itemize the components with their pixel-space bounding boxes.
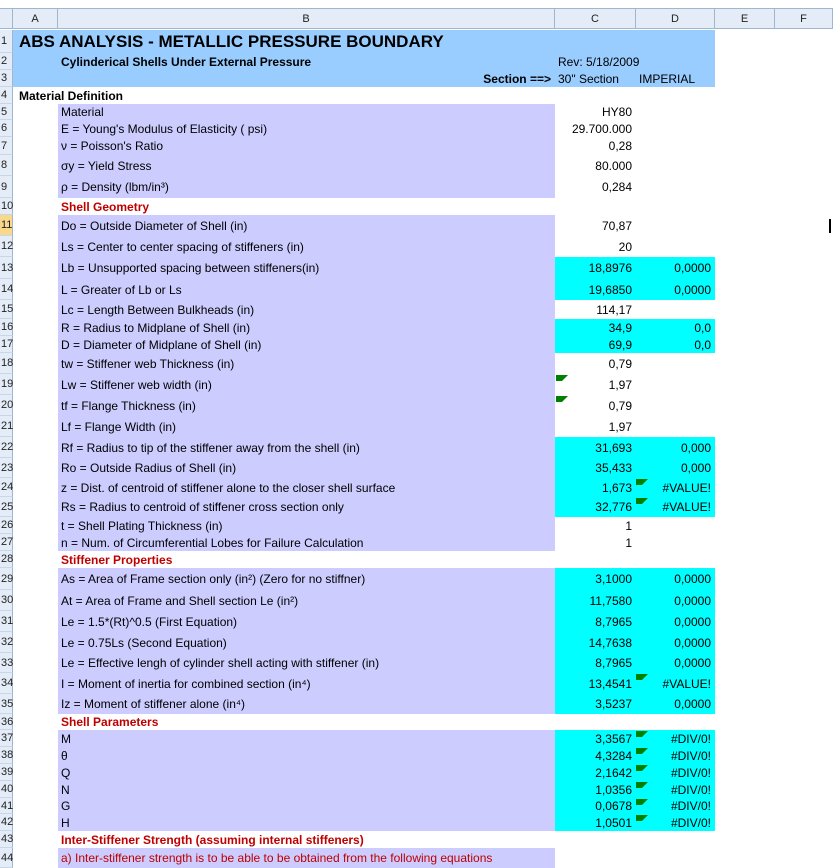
value-cell-c13[interactable]: 18,8976 [555,257,636,279]
row-header-37[interactable]: 37 [0,730,13,747]
column-header-d[interactable]: D [636,9,715,29]
value-cell-d11[interactable] [636,215,715,236]
value-cell-d22[interactable]: 0,000 [636,437,715,458]
error-indicator-icon [556,396,568,408]
value-cell-d24[interactable]: #VALUE! [636,478,715,497]
row-header-43[interactable]: 43 [0,831,13,848]
row-header-24[interactable]: 24 [0,478,13,497]
value-cell-c27[interactable]: 1 [625,535,632,550]
value-cell-d41[interactable]: #DIV/0! [636,798,715,814]
row-header-6[interactable]: 6 [0,120,13,137]
sheet-title: ABS ANALYSIS - METALLIC PRESSURE BOUNDARY [19,31,444,51]
error-indicator-icon [636,748,648,760]
sheet-subtitle: Cylinderical Shells Under External Pressure [61,54,312,69]
row-label: z = Dist. of centroid of stiffener alone to the closer shell surface [61,480,396,495]
row-header-12[interactable]: 12 [0,236,13,257]
row-label: Lw = Stiffener web width (in) [61,377,212,392]
value-cell-c5[interactable]: HY80 [601,105,632,119]
heading-shell-geometry: Shell Geometry [61,199,150,214]
value-cell-d42[interactable]: #DIV/0! [636,814,715,831]
row-header-20[interactable]: 20 [0,395,13,416]
error-indicator-icon [636,799,648,811]
row-label: D = Diameter of Midplane of Shell (in) [61,337,262,352]
row-label: Le = 1.5*(Rt)^0.5 (First Equation) [61,614,238,629]
row-label: Lf = Flange Width (in) [61,419,177,434]
value-cell-c16[interactable]: 34,9 [555,319,636,336]
section-value[interactable]: 30" Section [558,71,619,86]
row-label: Ro = Outside Radius of Shell (in) [61,461,237,475]
value-cell-d5[interactable] [636,104,715,120]
row-label: Do = Outside Diameter of Shell (in) [61,218,248,233]
section-label: Section ==> [483,71,551,86]
value-cell-c21[interactable]: 1,97 [608,419,632,434]
row-header-44[interactable]: 44 [0,848,13,868]
row-header-1[interactable]: 1 [0,30,13,53]
value-cell-c30[interactable]: 11,7580 [555,590,636,611]
value-cell-c23[interactable]: 35,433 [555,458,636,478]
value-cell-c12[interactable]: 20 [618,239,632,254]
value-cell-c35[interactable]: 3,5237 [555,694,636,714]
value-cell-c9[interactable]: 0,284 [601,180,632,194]
value-cell-d19[interactable] [636,374,715,395]
value-cell-d17[interactable]: 0,0 [636,336,715,353]
row-label: tw = Stiffener web Thickness (in) [61,356,235,371]
value-cell-d31[interactable]: 0,0000 [636,611,715,632]
value-cell-d32[interactable]: 0,0000 [636,632,715,653]
value-cell-d9[interactable] [636,176,715,198]
row-label: N [61,782,70,797]
error-indicator-icon [636,782,648,794]
value-cell-d8[interactable] [636,155,715,176]
value-cell-c15[interactable]: 114,17 [596,302,632,317]
value-cell-d16[interactable]: 0,0 [636,319,715,336]
row-label: H [61,815,70,830]
value-cell-c32[interactable]: 14,7638 [555,632,636,653]
row-label: tf = Flange Thickness (in) [61,398,196,413]
row-header-36[interactable]: 36 [0,714,13,730]
heading-inter-stiffener-strength: Inter-Stiffener Strength (assuming internal stiffeners) [61,832,364,847]
value-cell-c42[interactable]: 1,0501 [555,814,636,831]
error-indicator-icon [636,815,648,827]
text-cursor [829,219,831,233]
row-label: E = Young's Modulus of Elasticity ( psi) [61,121,268,136]
row-label: R = Radius to Midplane of Shell (in) [61,320,251,335]
value-cell-c26[interactable]: 1 [625,518,632,533]
row-label: Iz = Moment of stiffener alone (in⁴) [61,697,246,711]
row-header-29[interactable]: 29 [0,568,13,590]
formula-bar-strip [0,0,833,9]
row-header-21[interactable]: 21 [0,416,13,437]
value-cell-d20[interactable] [636,395,715,416]
units-value[interactable]: IMPERIAL [639,71,696,86]
row-header-33[interactable]: 33 [0,653,13,673]
value-cell-d25[interactable]: #VALUE! [636,497,715,517]
value-cell-c33[interactable]: 8,7965 [555,653,636,673]
value-cell-c40[interactable]: 1,0356 [555,781,636,798]
value-cell-c29[interactable]: 3,1000 [555,568,636,590]
row-header-13[interactable]: 13 [0,257,13,279]
select-all-corner[interactable] [0,9,13,29]
value-cell-c24[interactable]: 1,673 [555,478,636,497]
error-indicator-icon [636,498,648,510]
value-cell-d26[interactable] [636,517,715,534]
value-cell-c18[interactable]: 0,79 [608,356,632,371]
value-cell-d30[interactable]: 0,0000 [636,590,715,611]
row-header-19[interactable]: 19 [0,374,13,395]
value-cell-d39[interactable]: #DIV/0! [636,764,715,781]
value-cell-c7[interactable]: 0,28 [608,139,632,153]
row-header-35[interactable]: 35 [0,694,13,714]
row-label: As = Area of Frame section only (in²) (Zero for no stiffner) [61,572,366,586]
error-indicator-icon [636,479,648,491]
row-header-15[interactable]: 15 [0,300,13,319]
row-label: σy = Yield Stress [61,158,152,173]
row-label: Lb = Unsupported spacing between stiffeners(in) [61,261,320,275]
value-cell-c17[interactable]: 69,9 [555,336,636,353]
row-header-31[interactable]: 31 [0,611,13,632]
row-header-25[interactable]: 25 [0,497,13,517]
value-cell-c31[interactable]: 8,7965 [555,611,636,632]
value-cell-c19[interactable]: 1,97 [608,377,632,392]
value-cell-c11[interactable]: 70,87 [601,218,632,233]
error-indicator-icon [636,765,648,777]
row-label: ρ = Density (lbm/in³) [61,180,169,194]
value-cell-c25[interactable]: 32,776 [555,497,636,517]
row-label: M [61,731,71,746]
row-label: t = Shell Plating Thickness (in) [61,518,223,533]
row-label: Rf = Radius to tip of the stiffener away from the shell (in) [61,440,360,455]
row-header-16[interactable]: 16 [0,319,13,336]
row-label: Q [61,765,71,780]
value-cell-d29[interactable]: 0,0000 [636,568,715,590]
column-header-e[interactable]: E [715,9,775,29]
value-cell-d6[interactable] [636,120,715,137]
value-cell-d13[interactable]: 0,0000 [636,257,715,279]
row-header-30[interactable]: 30 [0,590,13,611]
row-header-28[interactable]: 28 [0,551,13,568]
row-header-8[interactable]: 8 [0,155,13,176]
value-cell-c39[interactable]: 2,1642 [555,764,636,781]
column-header-a[interactable]: A [13,9,58,29]
row-header-10[interactable]: 10 [0,198,13,215]
row-label: Material [61,105,104,119]
value-cell-c34[interactable]: 13,4541 [555,673,636,694]
row-header-17[interactable]: 17 [0,336,13,353]
row-header-34[interactable]: 34 [0,673,13,694]
value-cell-d33[interactable]: 0,0000 [636,653,715,673]
row-header-32[interactable]: 32 [0,632,13,653]
revision-label: Rev: 5/18/2009 [558,54,640,69]
value-cell-d40[interactable]: #DIV/0! [636,781,715,798]
value-cell-c8[interactable]: 80.000 [595,158,632,173]
column-header-f[interactable]: F [775,9,833,29]
row-label: ν = Poisson's Ratio [61,139,164,153]
value-cell-d34[interactable]: #VALUE! [636,673,715,694]
row-label: Le = 0.75Ls (Second Equation) [61,635,227,650]
row-header-23[interactable]: 23 [0,458,13,478]
row-header-18[interactable]: 18 [0,353,13,374]
row-header-42[interactable]: 42 [0,814,13,831]
row-header-4[interactable]: 4 [0,87,13,104]
row-label: G [61,799,71,813]
row-label: Le = Effective lengh of cylinder shell acting with stiffener (in) [61,656,380,670]
value-cell-c6[interactable]: 29.700.000 [571,121,632,136]
value-cell-c37[interactable]: 3,3567 [555,730,636,747]
value-cell-d15[interactable] [636,300,715,319]
row-header-7[interactable]: 7 [0,137,13,155]
row-label: Ls = Center to center spacing of stiffeners (in) [61,239,304,254]
row-label: Rs = Radius to centroid of stiffener cross section only [61,500,344,514]
value-cell-c20[interactable]: 0,79 [608,398,632,413]
column-header-b[interactable]: B [58,9,555,29]
heading-stiffener-properties: Stiffener Properties [61,552,173,567]
inter-stiffener-note: a) Inter-stiffener strength is to be able to be obtained from the following equations [58,848,555,868]
value-cell-c38[interactable]: 4,3284 [555,747,636,764]
value-cell-d7[interactable] [636,137,715,155]
value-cell-d27[interactable] [636,534,715,551]
column-header-c[interactable]: C [555,9,636,29]
value-cell-d38[interactable]: #DIV/0! [636,747,715,764]
row-header-11[interactable]: 11 [0,215,13,236]
value-cell-d37[interactable]: #DIV/0! [636,730,715,747]
row-label: Lc = Length Between Bulkheads (in) [61,302,255,317]
row-label: θ [61,748,68,763]
row-label: n = Num. of Circumferential Lobes for Failure Calculation [61,535,364,550]
value-cell-c22[interactable]: 31,693 [555,437,636,458]
heading-material-definition: Material Definition [19,88,124,103]
row-header-22[interactable]: 22 [0,437,13,458]
row-header-5[interactable]: 5 [0,104,13,120]
heading-shell-parameters: Shell Parameters [61,715,159,729]
value-cell-d21[interactable] [636,416,715,437]
value-cell-c41[interactable]: 0,0678 [555,798,636,814]
row-header-14[interactable]: 14 [0,279,13,300]
row-header-3[interactable]: 3 [0,70,13,87]
row-header-2[interactable]: 2 [0,53,13,70]
value-cell-c14[interactable]: 19,6850 [555,279,636,300]
row-header-40[interactable]: 40 [0,781,13,798]
row-header-39[interactable]: 39 [0,764,13,781]
error-indicator-icon [556,375,568,387]
error-indicator-icon [636,674,648,686]
value-cell-d12[interactable] [636,236,715,257]
row-header-9[interactable]: 9 [0,176,13,198]
row-header-38[interactable]: 38 [0,747,13,764]
row-header-26[interactable]: 26 [0,517,13,534]
row-label: I = Moment of inertia for combined section (in⁴) [61,676,311,691]
row-label: L = Greater of Lb or Ls [61,282,182,297]
row-header-41[interactable]: 41 [0,798,13,814]
value-cell-d23[interactable]: 0,000 [636,458,715,478]
error-indicator-icon [636,731,648,743]
value-cell-d35[interactable]: 0,0000 [636,694,715,714]
row-label: At = Area of Frame and Shell section Le (in²) [61,593,299,608]
value-cell-d14[interactable]: 0,0000 [636,279,715,300]
value-cell-d18[interactable] [636,353,715,374]
row-header-27[interactable]: 27 [0,534,13,551]
